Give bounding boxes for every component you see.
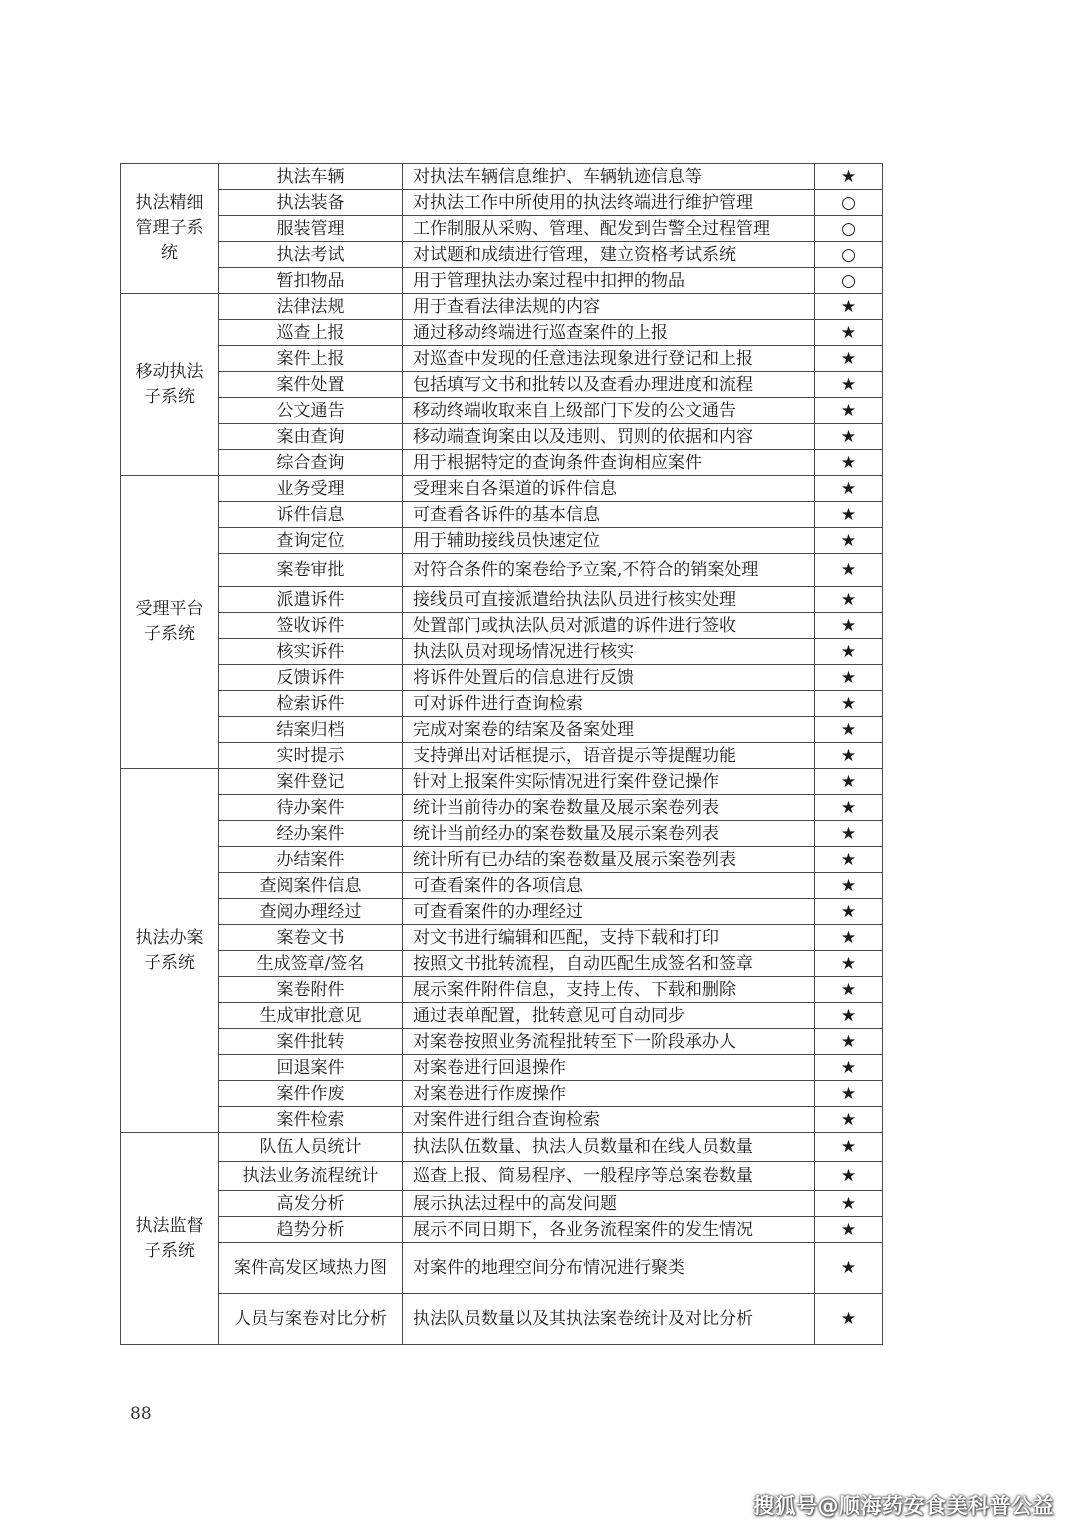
description-cell: 对执法工作中所使用的执法终端进行维护管理: [403, 190, 815, 216]
module-name-cell: 案卷审批: [219, 554, 403, 587]
required-star-mark: ★: [815, 899, 883, 925]
module-name-cell: 人员与案卷对比分析: [219, 1294, 403, 1345]
optional-circle-mark: ○: [815, 268, 883, 294]
module-name-cell: 办结案件: [219, 847, 403, 873]
required-star-mark: ★: [815, 1294, 883, 1345]
required-star-mark: ★: [815, 372, 883, 398]
module-name-cell: 案件批转: [219, 1029, 403, 1055]
required-star-mark: ★: [815, 795, 883, 821]
module-name-cell: 案件高发区域热力图: [219, 1243, 403, 1294]
subsystem-name-cell: 执法精细管理子系统: [121, 164, 219, 294]
required-star-mark: ★: [815, 847, 883, 873]
table-row: [121, 847, 883, 873]
description-cell: 可查看案件的办理经过: [403, 899, 815, 925]
module-name-cell: 实时提示: [219, 743, 403, 769]
table-row: [121, 691, 883, 717]
description-cell: 接线员可直接派遣给执法队员进行核实处理: [403, 587, 815, 613]
required-star-mark: ★: [815, 977, 883, 1003]
table-row: [121, 502, 883, 528]
description-cell: 对案卷进行回退操作: [403, 1055, 815, 1081]
module-name-cell: 公文通告: [219, 398, 403, 424]
required-star-mark: ★: [815, 665, 883, 691]
table-row: [121, 554, 883, 587]
module-name-cell: 业务受理: [219, 476, 403, 502]
table-row: [121, 717, 883, 743]
table-row: [121, 795, 883, 821]
description-cell: 对案卷进行作废操作: [403, 1081, 815, 1107]
required-star-mark: ★: [815, 951, 883, 977]
description-cell: 展示不同日期下，各业务流程案件的发生情况: [403, 1217, 815, 1243]
module-name-cell: 法律法规: [219, 294, 403, 320]
module-name-cell: 案由查询: [219, 424, 403, 450]
description-cell: 展示案件附件信息，支持上传、下载和删除: [403, 977, 815, 1003]
module-name-cell: 结案归档: [219, 717, 403, 743]
description-cell: 工作制服从采购、管理、配发到告警全过程管理: [403, 216, 815, 242]
description-cell: 对文书进行编辑和匹配，支持下载和打印: [403, 925, 815, 951]
description-cell: 展示执法过程中的高发问题: [403, 1191, 815, 1217]
description-cell: 可查看案件的各项信息: [403, 873, 815, 899]
table-row: [121, 925, 883, 951]
module-name-cell: 巡查上报: [219, 320, 403, 346]
table-row: [121, 450, 883, 476]
required-star-mark: ★: [815, 1217, 883, 1243]
table-row: [121, 873, 883, 899]
module-name-cell: 生成签章/签名: [219, 951, 403, 977]
description-cell: 包括填写文书和批转以及查看办理进度和流程: [403, 372, 815, 398]
module-name-cell: 案件处置: [219, 372, 403, 398]
module-name-cell: 案卷文书: [219, 925, 403, 951]
required-star-mark: ★: [815, 476, 883, 502]
required-star-mark: ★: [815, 1162, 883, 1191]
table-row: [121, 1107, 883, 1133]
table-row: [121, 743, 883, 769]
description-cell: 用于查看法律法规的内容: [403, 294, 815, 320]
table-row: [121, 216, 883, 242]
table-row: [121, 1133, 883, 1162]
module-name-cell: 派遣诉件: [219, 587, 403, 613]
description-cell: 将诉件处置后的信息进行反馈: [403, 665, 815, 691]
module-name-cell: 查询定位: [219, 528, 403, 554]
required-star-mark: ★: [815, 1003, 883, 1029]
required-star-mark: ★: [815, 769, 883, 795]
required-star-mark: ★: [815, 346, 883, 372]
table-row: [121, 346, 883, 372]
required-star-mark: ★: [815, 691, 883, 717]
description-cell: 用于管理执法办案过程中扣押的物品: [403, 268, 815, 294]
module-name-cell: 案件作废: [219, 1081, 403, 1107]
required-star-mark: ★: [815, 424, 883, 450]
module-name-cell: 执法考试: [219, 242, 403, 268]
module-name-cell: 案件登记: [219, 769, 403, 795]
table-row: [121, 1003, 883, 1029]
table-row: [121, 665, 883, 691]
description-cell: 对符合条件的案卷给予立案,不符合的销案处理: [403, 554, 815, 587]
module-name-cell: 综合查询: [219, 450, 403, 476]
table-row: [121, 769, 883, 795]
table-row: [121, 476, 883, 502]
module-name-cell: 趋势分析: [219, 1217, 403, 1243]
table-row: [121, 821, 883, 847]
table-row: [121, 424, 883, 450]
required-star-mark: ★: [815, 1133, 883, 1162]
required-star-mark: ★: [815, 528, 883, 554]
watermark-text: 搜狐号@顺海药安食美科普公益: [753, 1494, 1054, 1518]
module-name-cell: 暂扣物品: [219, 268, 403, 294]
description-cell: 受理来自各渠道的诉件信息: [403, 476, 815, 502]
description-cell: 对试题和成绩进行管理，建立资格考试系统: [403, 242, 815, 268]
description-cell: 执法队员对现场情况进行核实: [403, 639, 815, 665]
table-row: [121, 1217, 883, 1243]
description-cell: 针对上报案件实际情况进行案件登记操作: [403, 769, 815, 795]
page-number: 88: [130, 1404, 152, 1424]
table-row: [121, 398, 883, 424]
module-name-cell: 执法装备: [219, 190, 403, 216]
module-name-cell: 案件检索: [219, 1107, 403, 1133]
required-star-mark: ★: [815, 821, 883, 847]
table-row: [121, 1243, 883, 1294]
subsystem-name-cell: 移动执法子系统: [121, 294, 219, 476]
required-star-mark: ★: [815, 1055, 883, 1081]
table-row: [121, 320, 883, 346]
optional-circle-mark: ○: [815, 216, 883, 242]
optional-circle-mark: ○: [815, 190, 883, 216]
table-row: [121, 372, 883, 398]
table-row: [121, 1055, 883, 1081]
description-cell: 巡查上报、简易程序、一般程序等总案卷数量: [403, 1162, 815, 1191]
required-star-mark: ★: [815, 450, 883, 476]
table-row: [121, 613, 883, 639]
module-name-cell: 查阅案件信息: [219, 873, 403, 899]
description-cell: 对案件的地理空间分布情况进行聚类: [403, 1243, 815, 1294]
module-name-cell: 服装管理: [219, 216, 403, 242]
function-list-table: [120, 163, 883, 1345]
required-star-mark: ★: [815, 1081, 883, 1107]
description-cell: 执法队伍数量、执法人员数量和在线人员数量: [403, 1133, 815, 1162]
table-row: [121, 1294, 883, 1345]
description-cell: 用于根据特定的查询条件查询相应案件: [403, 450, 815, 476]
module-name-cell: 待办案件: [219, 795, 403, 821]
subsystem-name-cell: 受理平台子系统: [121, 476, 219, 769]
description-cell: 统计所有已办结的案卷数量及展示案卷列表: [403, 847, 815, 873]
module-name-cell: 检索诉件: [219, 691, 403, 717]
table-row: [121, 528, 883, 554]
description-cell: 对案卷按照业务流程批转至下一阶段承办人: [403, 1029, 815, 1055]
required-star-mark: ★: [815, 613, 883, 639]
table-row: [121, 639, 883, 665]
module-name-cell: 签收诉件: [219, 613, 403, 639]
module-name-cell: 反馈诉件: [219, 665, 403, 691]
description-cell: 执法队员数量以及其执法案卷统计及对比分析: [403, 1294, 815, 1345]
description-cell: 处置部门或执法队员对派遣的诉件进行签收: [403, 613, 815, 639]
table-row: [121, 977, 883, 1003]
module-name-cell: 生成审批意见: [219, 1003, 403, 1029]
description-cell: 可查看各诉件的基本信息: [403, 502, 815, 528]
required-star-mark: ★: [815, 554, 883, 587]
description-cell: 移动端查询案由以及违则、罚则的依据和内容: [403, 424, 815, 450]
table-row: [121, 1191, 883, 1217]
module-name-cell: 案件上报: [219, 346, 403, 372]
required-star-mark: ★: [815, 1107, 883, 1133]
required-star-mark: ★: [815, 743, 883, 769]
required-star-mark: ★: [815, 502, 883, 528]
description-cell: 完成对案卷的结案及备案处理: [403, 717, 815, 743]
module-name-cell: 经办案件: [219, 821, 403, 847]
description-cell: 用于辅助接线员快速定位: [403, 528, 815, 554]
required-star-mark: ★: [815, 164, 883, 190]
table-row: [121, 1081, 883, 1107]
table-row: [121, 951, 883, 977]
table-row: [121, 294, 883, 320]
table-row: [121, 899, 883, 925]
description-cell: 可对诉件进行查询检索: [403, 691, 815, 717]
table-row: [121, 190, 883, 216]
description-cell: 支持弹出对话框提示，语音提示等提醒功能: [403, 743, 815, 769]
subsystem-name-cell: 执法办案子系统: [121, 769, 219, 1133]
description-cell: 通过表单配置，批转意见可自动同步: [403, 1003, 815, 1029]
module-name-cell: 队伍人员统计: [219, 1133, 403, 1162]
description-cell: 对执法车辆信息维护、车辆轨迹信息等: [403, 164, 815, 190]
table-body: [121, 164, 883, 1345]
module-name-cell: 执法业务流程统计: [219, 1162, 403, 1191]
table-row: [121, 1029, 883, 1055]
table-row: [121, 242, 883, 268]
subsystem-name-cell: 执法监督子系统: [121, 1133, 219, 1345]
required-star-mark: ★: [815, 873, 883, 899]
required-star-mark: ★: [815, 1029, 883, 1055]
required-star-mark: ★: [815, 1191, 883, 1217]
description-cell: 统计当前经办的案卷数量及展示案卷列表: [403, 821, 815, 847]
required-star-mark: ★: [815, 639, 883, 665]
module-name-cell: 查阅办理经过: [219, 899, 403, 925]
required-star-mark: ★: [815, 717, 883, 743]
module-name-cell: 核实诉件: [219, 639, 403, 665]
description-cell: 对巡查中发现的任意违法现象进行登记和上报: [403, 346, 815, 372]
module-name-cell: 回退案件: [219, 1055, 403, 1081]
description-cell: 对案件进行组合查询检索: [403, 1107, 815, 1133]
required-star-mark: ★: [815, 320, 883, 346]
required-star-mark: ★: [815, 1243, 883, 1294]
required-star-mark: ★: [815, 294, 883, 320]
module-name-cell: 执法车辆: [219, 164, 403, 190]
required-star-mark: ★: [815, 398, 883, 424]
required-star-mark: ★: [815, 925, 883, 951]
required-star-mark: ★: [815, 587, 883, 613]
table-row: [121, 164, 883, 190]
table-row: [121, 1162, 883, 1191]
optional-circle-mark: ○: [815, 242, 883, 268]
module-name-cell: 高发分析: [219, 1191, 403, 1217]
module-name-cell: 诉件信息: [219, 502, 403, 528]
description-cell: 按照文书批转流程，自动匹配生成签名和签章: [403, 951, 815, 977]
description-cell: 移动终端收取来自上级部门下发的公文通告: [403, 398, 815, 424]
description-cell: 统计当前待办的案卷数量及展示案卷列表: [403, 795, 815, 821]
table-row: [121, 587, 883, 613]
table-row: [121, 268, 883, 294]
description-cell: 通过移动终端进行巡查案件的上报: [403, 320, 815, 346]
module-name-cell: 案卷附件: [219, 977, 403, 1003]
